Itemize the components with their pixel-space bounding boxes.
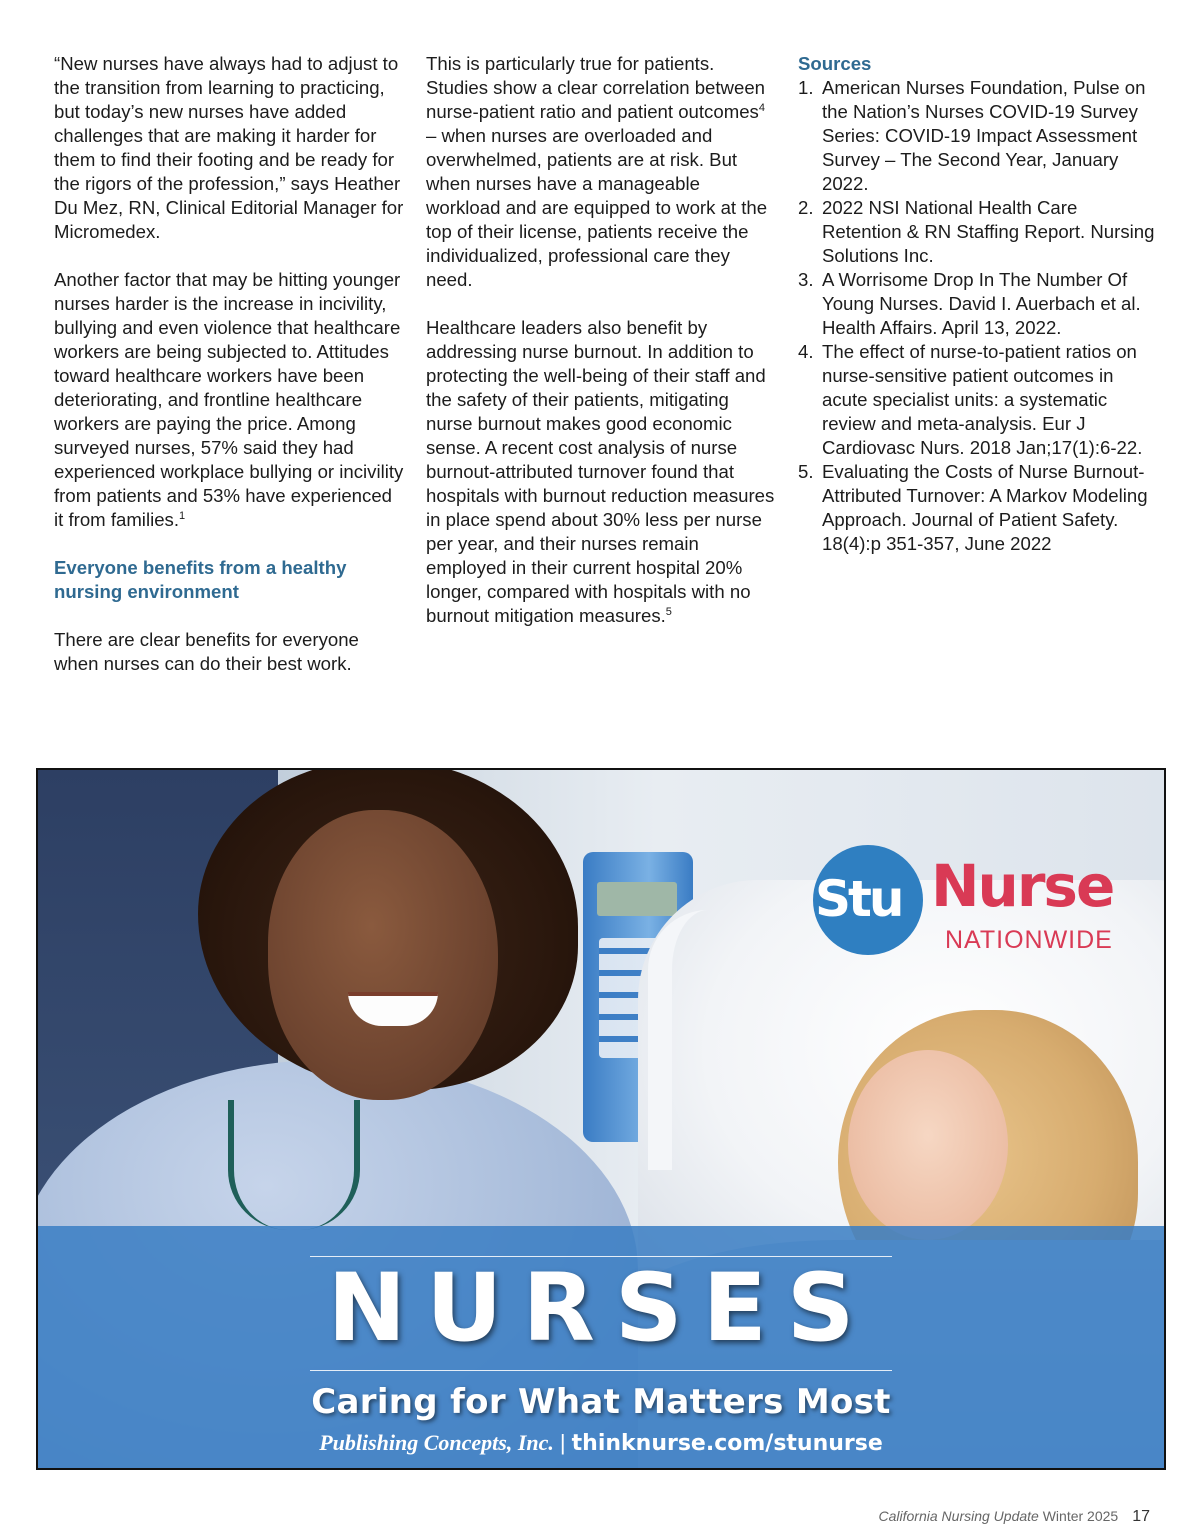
footnote-ref: 1 [179,509,186,522]
source-item: 5. Evaluating the Costs of Nurse Burnout-Attributed Turnover: A Markov Modeling Approach. Journal of Patient Safety. 18(4):p 351-357, June 2022 [798,461,1148,554]
section-heading: Everyone benefits from a healthy nursing environment [54,557,347,602]
issue-label: Winter 2025 [1038,1508,1119,1524]
paragraph: This is particularly true for patients. Studies show a clear correlation between nurse-patient ratio and patient outcomes$^4$ – when nurses are overloaded and overwhelmed, patients are at risk. But when nurses have a manageable workload and are equipped to work at the top of their license, patients receive the individualized, professional care they need. [426,53,768,290]
ad-headline: NURSES [327,1254,875,1363]
paragraph: Another factor that may be hitting younger nurses harder is the increase in incivility, bullying and even violence that healthcare workers are being subjected to. Attitudes toward healthcare workers have been deteriorating, and frontline healthcare workers are paying the price. Among surveyed nurses, 57% said they had experienced workplace bullying or incivility from patients and 53% have experienced it from families.$^1$ [54,269,404,530]
logo-nurse-text: Nurse [931,852,1114,920]
paragraph: There are clear benefits for everyone when nurses can do their best work. [54,629,359,674]
divider [310,1370,892,1371]
ad-url-link[interactable]: thinknurse.com/stunurse [571,1431,883,1456]
source-item: 2. 2022 NSI National Health Care Retention & RN Staffing Report. Nursing Solutions Inc. [798,197,1155,266]
article-column-2 [426,52,778,652]
sources-list [798,76,1158,556]
sources-heading: Sources [798,53,872,74]
stunurse-logo [813,840,1133,960]
advertisement [36,768,1166,1470]
ad-tagline: Caring for What Matters Most [311,1382,891,1422]
source-item: 3. A Worrisome Drop In The Number Of Young Nurses. David I. Auerbach et al. Health Affairs. April 13, 2022. [798,269,1141,338]
publisher-name: Publishing Concepts, Inc. [319,1430,554,1455]
page-footer [879,1508,1150,1526]
article-column-1 [54,52,404,700]
page-number: 17 [1132,1508,1150,1525]
logo-nationwide-text: NATIONWIDE [945,926,1113,954]
footnote-ref: 5 [665,605,672,618]
logo-stu-text: Stu [815,870,902,928]
sources-column [798,52,1158,556]
ad-publisher-line: Publishing Concepts, Inc. | thinknurse.com/stunurse [319,1430,883,1456]
publication-name: California Nursing Update [878,1508,1039,1524]
source-item: 4. The effect of nurse-to-patient ratios on nurse-sensitive patient outcomes in acute specialist units: a systematic review and meta-analysis. Eur J Cardiovasc Nurs. 2018 Jan;17(1):6-22. [798,341,1143,458]
paragraph: “New nurses have always had to adjust to the transition from learning to practicing, but today’s new nurses have added challenges that are making it harder for them to find their footing and be ready for the rigors of the profession,” says Heather Du Mez, RN, Clinical Editorial Manager for Micromedex. [54,53,404,242]
footnote-ref: 4 [758,101,765,114]
source-item: 1. American Nurses Foundation, Pulse on the Nation’s Nurses COVID-19 Survey Series: COVID-19 Impact Assessment Survey – The Second Year, January 2022. [798,77,1146,194]
paragraph: Healthcare leaders also benefit by addressing nurse burnout. In addition to protecting the well-being of their staff and the safety of their patients, mitigating nurse burnout makes good economic sense. A recent cost analysis of nurse burnout-attributed turnover found that hospitals with burnout reduction measures in place spend about 30% less per nurse per year, and their nurses remain employed in their current hospital 20% longer, compared with hospitals with no burnout mitigation measures.$^5$ [426,317,775,626]
